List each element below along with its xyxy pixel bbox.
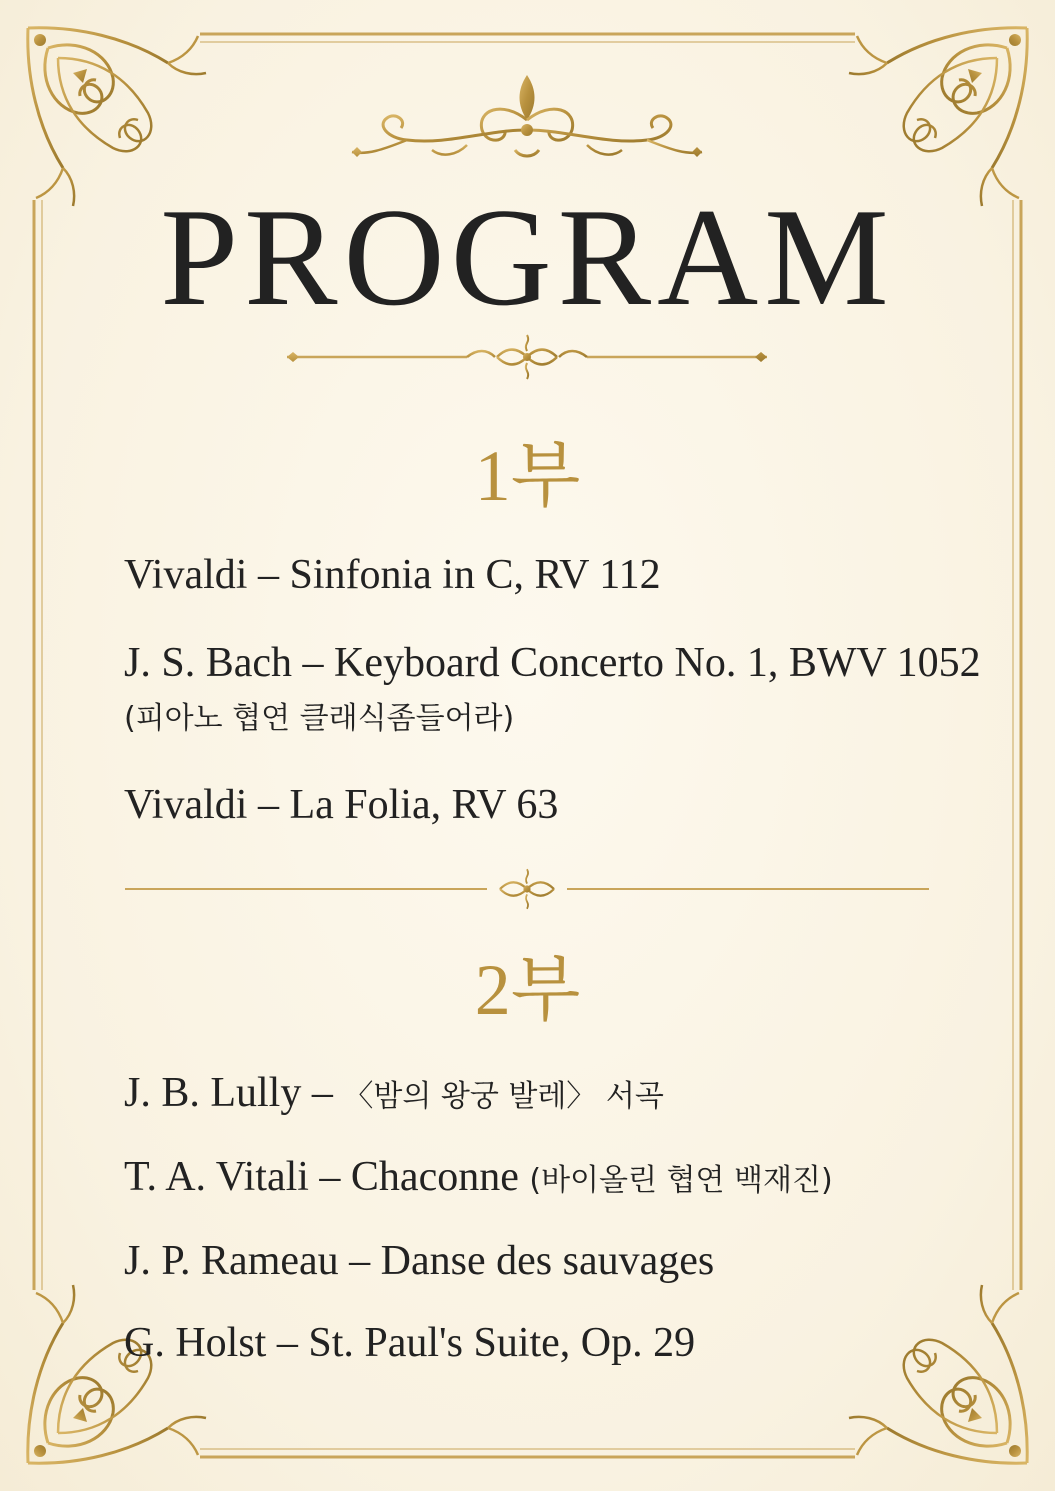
program-item: Vivaldi – La Folia, RV 63 [124,782,559,828]
composer: Vivaldi [124,782,248,828]
program-item-note: (피아노 협연 클래식좀들어라) [124,701,515,736]
program-item-note: (바이올린 협연 백재진) [529,1163,833,1198]
program-item: Vivaldi – Sinfonia in C, RV 112 [124,552,661,598]
program-item: T. A. Vitali – Chaconne (바이올린 협연 백재진) [124,1154,833,1200]
composer: T. A. Vitali [124,1154,309,1200]
work: St. Paul's Suite, Op. 29 [308,1320,696,1366]
part2-heading: 2부 [474,950,581,1030]
program-item: J. S. Bach – Keyboard Concerto No. 1, BWV 1052 [124,640,981,686]
work: Sinfonia in C, RV 112 [289,552,661,598]
work: La Folia, RV 63 [289,782,559,828]
work: Chaconne [350,1154,519,1200]
part1-heading: 1부 [474,436,581,516]
composer: Vivaldi [124,552,248,598]
composer: J. B. Lully [124,1070,302,1116]
composer: G. Holst [124,1320,267,1366]
work: 〈밤의 왕궁 발레〉 서곡 [343,1079,664,1114]
program-item: G. Holst – St. Paul's Suite, Op. 29 [124,1320,696,1366]
work: Danse des sauvages [380,1238,715,1284]
page-title: PROGRAM [160,180,895,335]
composer: J. S. Bach [124,640,292,686]
program-item: J. B. Lully – 〈밤의 왕궁 발레〉 서곡 [124,1070,664,1116]
composer: J. P. Rameau [124,1238,339,1284]
program-item: J. P. Rameau – Danse des sauvages [124,1238,715,1284]
work: Keyboard Concerto No. 1, BWV 1052 [334,640,981,686]
